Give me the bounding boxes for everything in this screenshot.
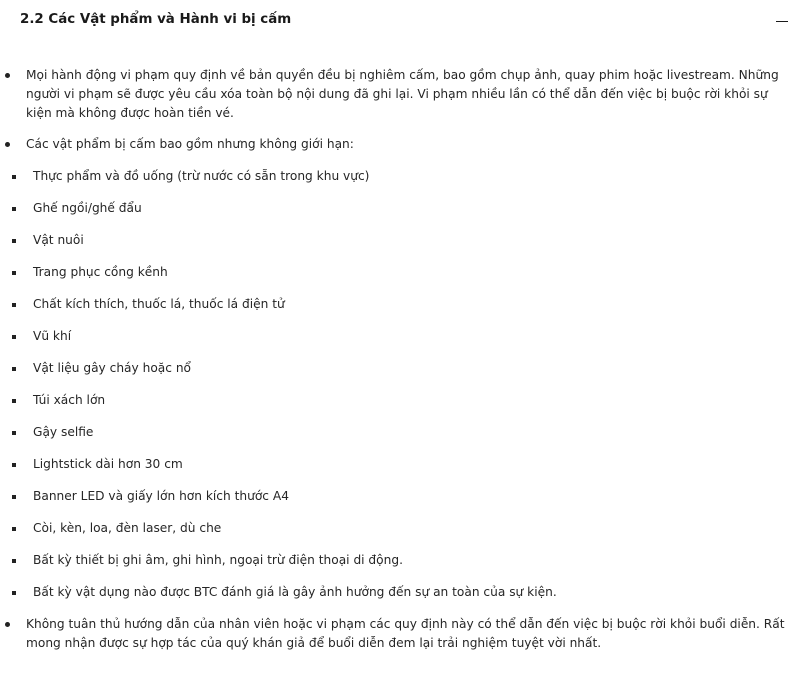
prohibited-item-text: Ghế ngồi/ghế đẩu	[33, 201, 142, 215]
prohibited-item-text: Bất kỳ vật dụng nào được BTC đánh giá là gây ảnh hưởng đến sự an toàn của sự kiện.	[33, 585, 557, 599]
prohibited-item-text: Còi, kèn, loa, đèn laser, dù che	[33, 521, 222, 535]
list-item	[0, 615, 805, 653]
prohibited-item-text: Trang phục cồng kềnh	[33, 265, 168, 279]
prohibited-item-text: Bất kỳ thiết bị ghi âm, ghi hình, ngoại trừ điện thoại di động.	[33, 553, 403, 567]
bullet-square	[12, 239, 16, 243]
section-header[interactable]	[0, 0, 805, 42]
bullet-square	[12, 431, 16, 435]
prohibited-item-text: Thực phẩm và đồ uống (trừ nước có sẵn trong khu vực)	[33, 169, 370, 183]
bullet-square	[12, 207, 16, 211]
minus-icon[interactable]	[773, 11, 793, 31]
prohibited-item	[0, 551, 805, 570]
prohibited-item	[0, 231, 805, 250]
prohibited-item-text: Vật nuôi	[33, 233, 84, 247]
prohibited-item	[0, 455, 805, 474]
list-item-text: Các vật phẩm bị cấm bao gồm nhưng không giới hạn:	[26, 137, 354, 151]
list-item	[0, 135, 805, 154]
prohibited-item	[0, 263, 805, 282]
list-item	[0, 66, 805, 123]
bullet-disc	[5, 622, 10, 627]
prohibited-item	[0, 423, 805, 442]
prohibited-item	[0, 199, 805, 218]
prohibited-item-text: Vật liệu gây cháy hoặc nổ	[33, 361, 192, 375]
prohibited-item-text: Túi xách lớn	[33, 393, 106, 407]
bullet-square	[12, 335, 16, 339]
prohibited-item	[0, 295, 805, 314]
prohibited-item-text: Gậy selfie	[33, 425, 94, 439]
bullet-square	[12, 175, 16, 179]
prohibited-item	[0, 519, 805, 538]
bullet-square	[12, 367, 16, 371]
prohibited-item-text: Banner LED và giấy lớn hơn kích thước A4	[33, 489, 289, 503]
list-item-text: Mọi hành động vi phạm quy định về bản quyền đều bị nghiêm cấm, bao gồm chụp ảnh, quay phim hoặc livestream. Những người vi phạm sẽ được yêu cầu xóa toàn bộ nội dung đã ghi lại. Vi phạm nhiều lần có thể dẫn đến việc bị buộc rời khỏi sự kiện mà không được hoàn tiền vé.	[26, 68, 779, 120]
prohibited-item	[0, 327, 805, 346]
bullet-square	[12, 399, 16, 403]
prohibited-item	[0, 487, 805, 506]
bullet-disc	[5, 142, 10, 147]
bullet-disc	[5, 73, 10, 78]
list-item-text: Không tuân thủ hướng dẫn của nhân viên hoặc vi phạm các quy định này có thể dẫn đến việc bị buộc rời khỏi buổi diễn. Rất mong nhận được sự hợp tác của quý khán giả để buổi diễn đem lại trải nghiệm tuyệt vời nhất.	[26, 617, 785, 650]
bullet-square	[12, 303, 16, 307]
prohibited-item-text: Chất kích thích, thuốc lá, thuốc lá điện tử	[33, 297, 285, 311]
prohibited-item	[0, 359, 805, 378]
prohibited-item-text: Lightstick dài hơn 30 cm	[33, 457, 183, 471]
prohibited-item	[0, 167, 805, 186]
prohibited-item	[0, 583, 805, 602]
section-title: 2.2 Các Vật phẩm và Hành vi bị cấm	[20, 12, 292, 27]
prohibited-item-text: Vũ khí	[33, 329, 72, 343]
bullet-square	[12, 591, 16, 595]
bullet-square	[12, 527, 16, 531]
bullet-square	[12, 463, 16, 467]
bullet-square	[12, 271, 16, 275]
prohibited-item	[0, 391, 805, 410]
bullet-square	[12, 495, 16, 499]
bullet-square	[12, 559, 16, 563]
